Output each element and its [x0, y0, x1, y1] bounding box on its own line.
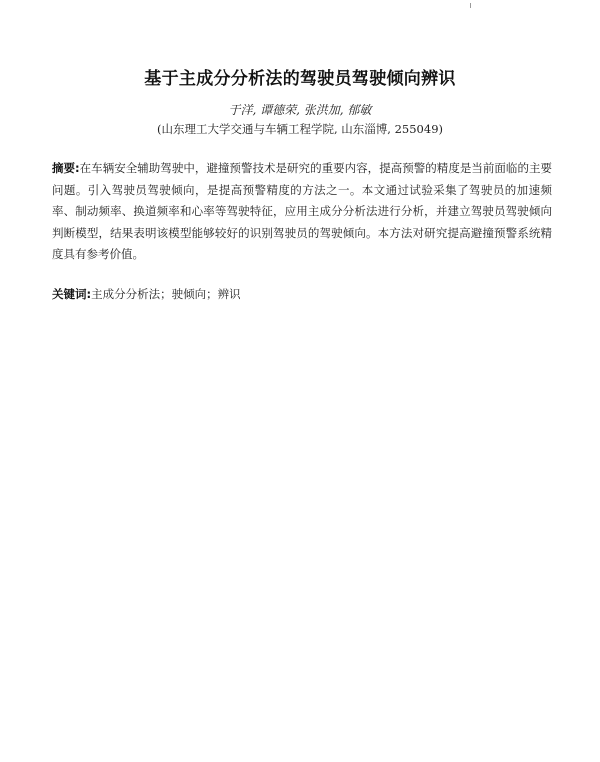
paper-affiliation: (山东理工大学交通与车辆工程学院, 山东淄博, 255049): [157, 122, 443, 136]
abstract-section: [52, 158, 552, 266]
abstract-text: 在车辆安全辅助驾驶中，避撞预警技术是研究的重要内容，提高预警的精度是当前面临的主要问题。引入驾驶员驾驶倾向，是提高预警精度的方法之一。本文通过试验采集了驾驶员的加速频率、制动频率、换道频率和心率等驾驶特征，应用主成分分析法进行分析，并建立驾驶员驾驶倾向判断模型，结果表明该模型能够较好的识别驾驶员的驾驶倾向。本方法对研究提高避撞预警系统精度具有参考价值。: [52, 161, 552, 261]
abstract-label: 摘要:: [52, 161, 80, 175]
paper-title: 基于主成分分析法的驾驶员驾驶倾向辨识: [144, 69, 456, 89]
paper-authors: 于洋, 谭德荣, 张洪加, 郁敏: [228, 103, 372, 117]
scan-artifact: [470, 3, 471, 8]
keywords-label: 关键词:: [52, 287, 92, 301]
keywords-section: [52, 284, 552, 304]
keywords-text: 主成分分析法；驶倾向；辨识: [91, 287, 241, 301]
